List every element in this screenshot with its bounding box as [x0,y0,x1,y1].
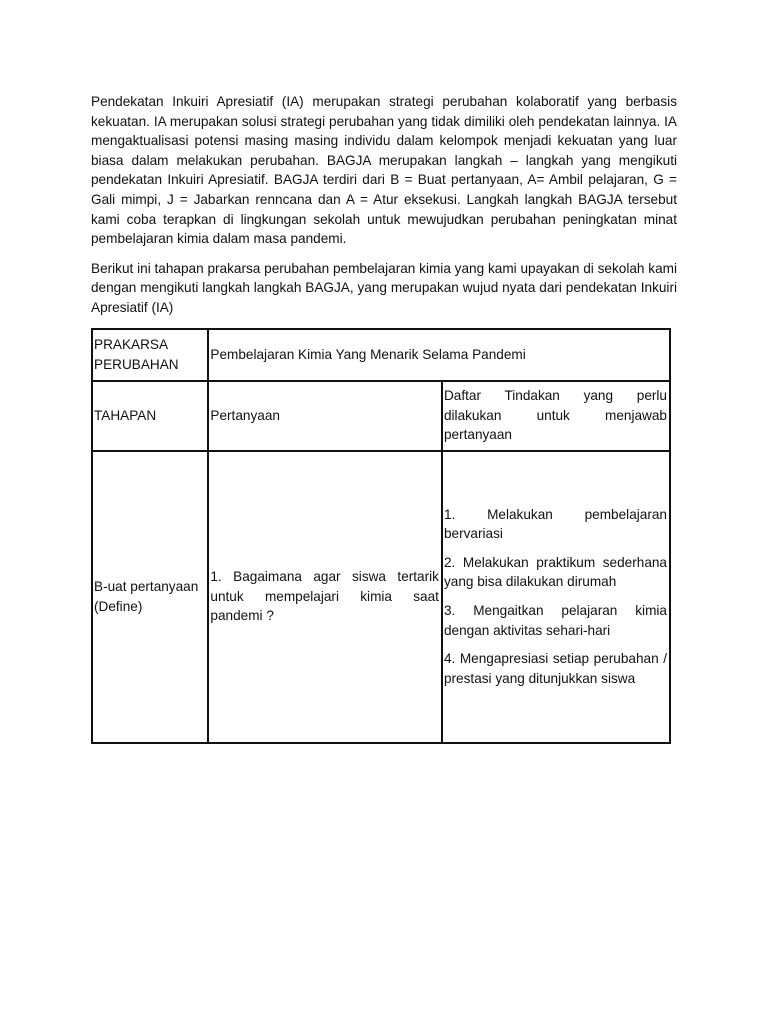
table-header-row [92,381,670,451]
table-row [92,329,670,381]
prakarsa-value-cell: Pembelajaran Kimia Yang Menarik Selama Pandemi [208,329,670,381]
intro-paragraph: Pendekatan Inkuiri Apresiatif (IA) merupakan strategi perubahan kolaboratif yang berbasis kekuatan. IA merupakan solusi strategi perubahan yang tidak dimiliki oleh pendekatan lainnya. IA mengaktualisasi potensi masing masing individu dalam kelompok menjadi kekuatan yang luar biasa dalam melakukan perubahan. BAGJA merupakan langkah – langkah yang mengikuti pendekatan Inkuiri Apresiatif. BAGJA terdiri dari B = Buat pertanyaan, A= Ambil pelajaran, G = Gali mimpi, J = Jabarkan renncana dan A = Atur eksekusi. Langkah langkah BAGJA tersebut kami coba terapkan di lingkungan sekolah untuk mewujudkan perubahan peningkatan minat pembelajaran kimia dalam masa pandemi. [91,94,677,247]
prakarsa-label-cell: PRAKARSA PERUBAHAN [92,329,208,381]
action-item: 3. Mengaitkan pelajaran kimia dengan aktivitas sehari-hari [443,603,667,638]
pertanyaan-cell: 1. Bagaimana agar siswa tertarik untuk mempelajari kimia saat pandemi ? [208,451,442,743]
action-item: 1. Melakukan pembelajaran bervariasi [443,506,667,542]
bagja-table [91,328,671,744]
actions-cell [442,451,670,743]
pertanyaan-header-cell: Pertanyaan [208,381,442,451]
context-paragraph: Berikut ini tahapan prakarsa perubahan pembelajaran kimia yang kami upayakan di sekolah kami dengan mengikuti langkah langkah BAGJA, yang merupakan wujud nyata dari pendekatan Inkuiri Apresiatif (IA) [91,260,677,315]
tahapan-header-cell: TAHAPAN [92,381,208,451]
action-item: 2. Melakukan praktikum sederhana yang bisa dilakukan dirumah [443,554,667,590]
table-row [92,451,670,743]
daftar-tindakan-header-cell: Daftar Tindakan yang perlu dilakukan untuk menjawab pertanyaan [442,381,670,451]
tahapan-cell: B-uat pertanyaan (Define) [92,451,208,743]
action-item: 4. Mengapresiasi setiap perubahan / prestasi yang ditunjukkan siswa [443,651,667,686]
document-page [91,92,677,744]
